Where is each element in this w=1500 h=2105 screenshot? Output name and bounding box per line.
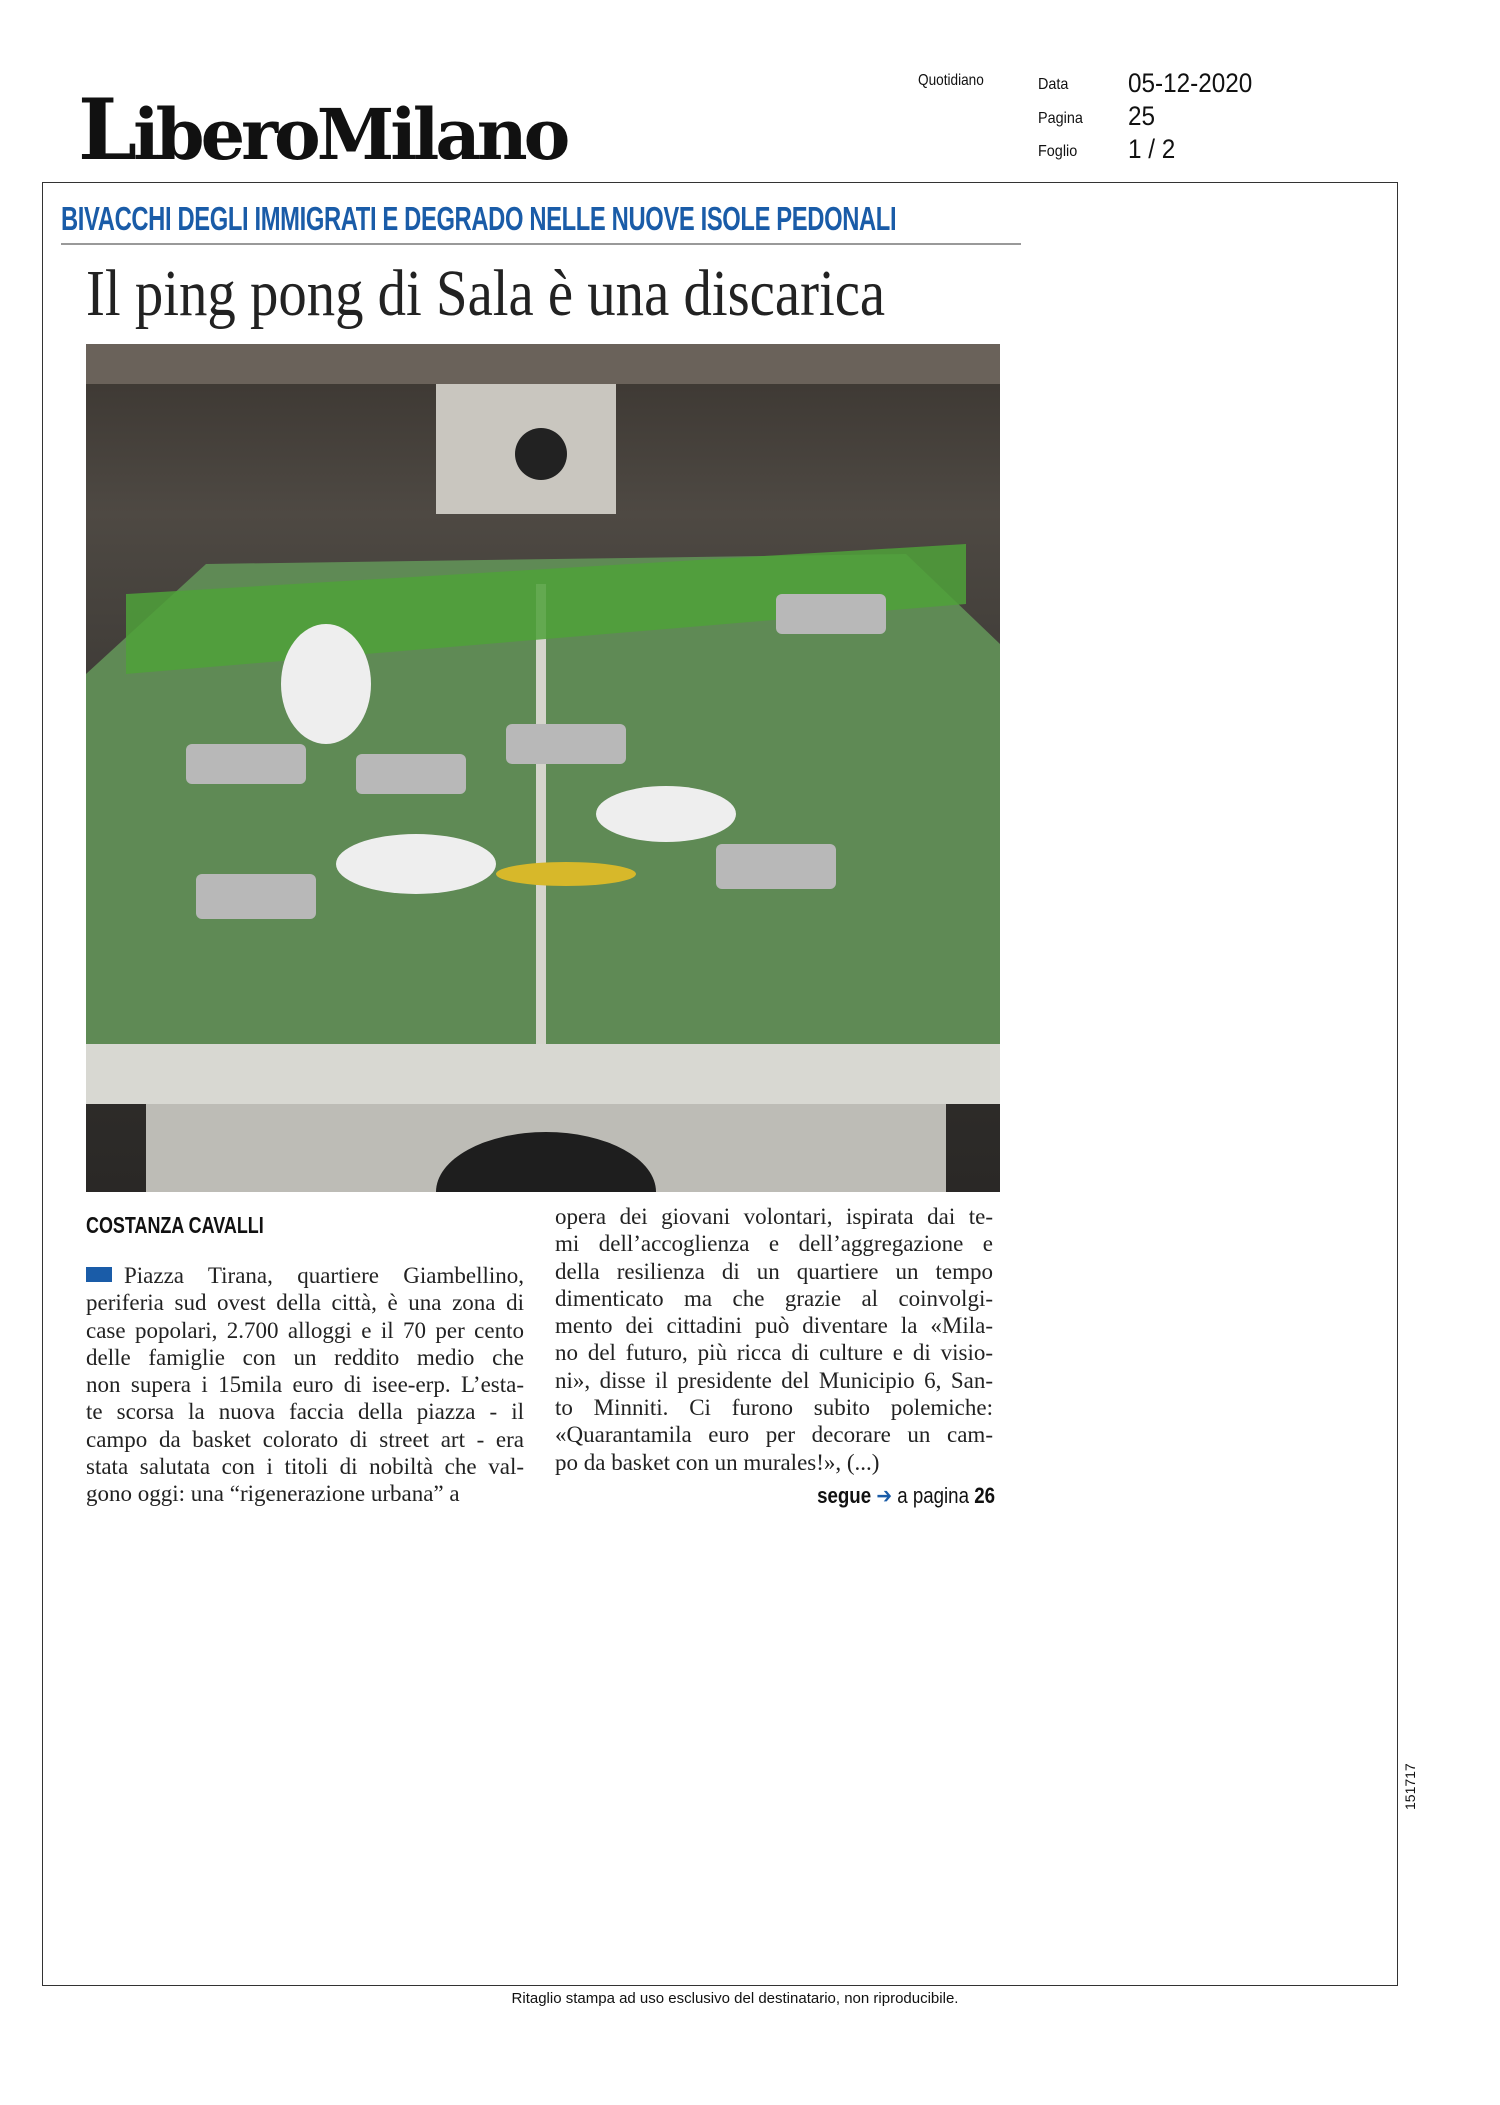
text-line-content: della resilienza di un quartiere un tempo xyxy=(555,1258,993,1284)
sheet-value: 1 / 2 xyxy=(1128,134,1176,164)
publication-type: Quotidiano xyxy=(918,72,984,89)
text-line xyxy=(555,1339,993,1366)
text-line xyxy=(86,1317,524,1344)
divider xyxy=(61,243,1021,245)
text-line xyxy=(86,1426,524,1453)
text-line-content: «Quarantamila euro per decorare un cam- xyxy=(555,1422,993,1448)
article-kicker: BIVACCHI DEGLI IMMIGRATI E DEGRADO NELLE NUOVE ISOLE PEDONALI xyxy=(61,200,897,237)
arrow-right-icon: ➔ xyxy=(876,1483,893,1508)
text-line-content: delle famiglie con un reddito medio che xyxy=(86,1344,524,1370)
article-title: Il ping pong di Sala è una discarica xyxy=(86,257,886,330)
text-line xyxy=(86,1289,524,1316)
article-column-1 xyxy=(86,1262,524,1508)
text-line xyxy=(555,1230,993,1257)
footer-notice: Ritaglio stampa ad uso esclusivo del destinatario, non riproducibile. xyxy=(511,1990,959,2007)
newspaper-logo: LiberoMilano xyxy=(78,80,567,179)
article-photo xyxy=(86,344,1000,1192)
text-line xyxy=(86,1453,524,1480)
date-label: Data xyxy=(1038,76,1069,93)
text-line-content: po da basket con un murales!», (...) xyxy=(555,1449,880,1475)
segue-page: 26 xyxy=(974,1483,995,1508)
text-line-content: to Minniti. Ci furono subito polemiche: xyxy=(555,1395,993,1421)
text-line xyxy=(86,1398,524,1425)
text-line-content: periferia sud ovest della città, è una zona di xyxy=(86,1290,524,1316)
text-line xyxy=(555,1394,993,1421)
text-line xyxy=(555,1312,993,1339)
text-line-content: opera dei giovani volontari, ispirata dai te- xyxy=(555,1204,993,1229)
text-line-content: dimenticato ma che grazie al coinvolgi- xyxy=(555,1285,993,1311)
segue-text: a pagina xyxy=(897,1483,969,1508)
text-line xyxy=(555,1203,993,1230)
page-value: 25 xyxy=(1128,101,1156,131)
text-line xyxy=(86,1262,524,1289)
text-line-content: mi dell’accoglienza e dell’aggregazione e xyxy=(555,1231,993,1257)
text-line xyxy=(86,1344,524,1371)
text-line-content: stata salutata con i titoli di nobiltà che val- xyxy=(86,1454,524,1480)
segue-word: segue xyxy=(817,1483,872,1508)
text-line-content: ni», disse il presidente del Municipio 6, San- xyxy=(555,1367,993,1393)
ping-pong-table-photo xyxy=(86,344,1000,1192)
text-line xyxy=(555,1421,993,1448)
text-line-content: te scorsa la nuova faccia della piazza - il xyxy=(86,1399,524,1425)
sheet-label: Foglio xyxy=(1038,143,1078,160)
text-line xyxy=(86,1480,524,1507)
article-byline: COSTANZA CAVALLI xyxy=(86,1212,264,1238)
text-line-content: mento dei cittadini può diventare la «Mila- xyxy=(555,1313,993,1339)
text-line xyxy=(555,1258,993,1285)
text-line xyxy=(555,1449,993,1476)
text-line-content: Piazza Tirana, quartiere Giambellino, xyxy=(124,1263,524,1288)
continued-on-page xyxy=(693,1483,995,1509)
text-line-content: case popolari, 2.700 alloggi e il 70 per cento xyxy=(86,1317,524,1343)
article-column-2 xyxy=(555,1203,993,1476)
text-line-content: non supera i 15mila euro di isee-erp. L’esta- xyxy=(86,1372,524,1398)
page-label: Pagina xyxy=(1038,110,1083,127)
text-line xyxy=(555,1367,993,1394)
text-line-content: campo da basket colorato di street art - era xyxy=(86,1426,524,1452)
text-line xyxy=(86,1371,524,1398)
clipping-code: 151717 xyxy=(1402,1763,1418,1810)
text-line-content: no del futuro, più ricca di culture e di visio- xyxy=(555,1340,993,1366)
text-line-content: gono oggi: una “rigenerazione urbana” a xyxy=(86,1481,460,1507)
date-value: 05-12-2020 xyxy=(1128,68,1253,98)
text-line xyxy=(555,1285,993,1312)
bullet-square-icon xyxy=(86,1267,112,1282)
